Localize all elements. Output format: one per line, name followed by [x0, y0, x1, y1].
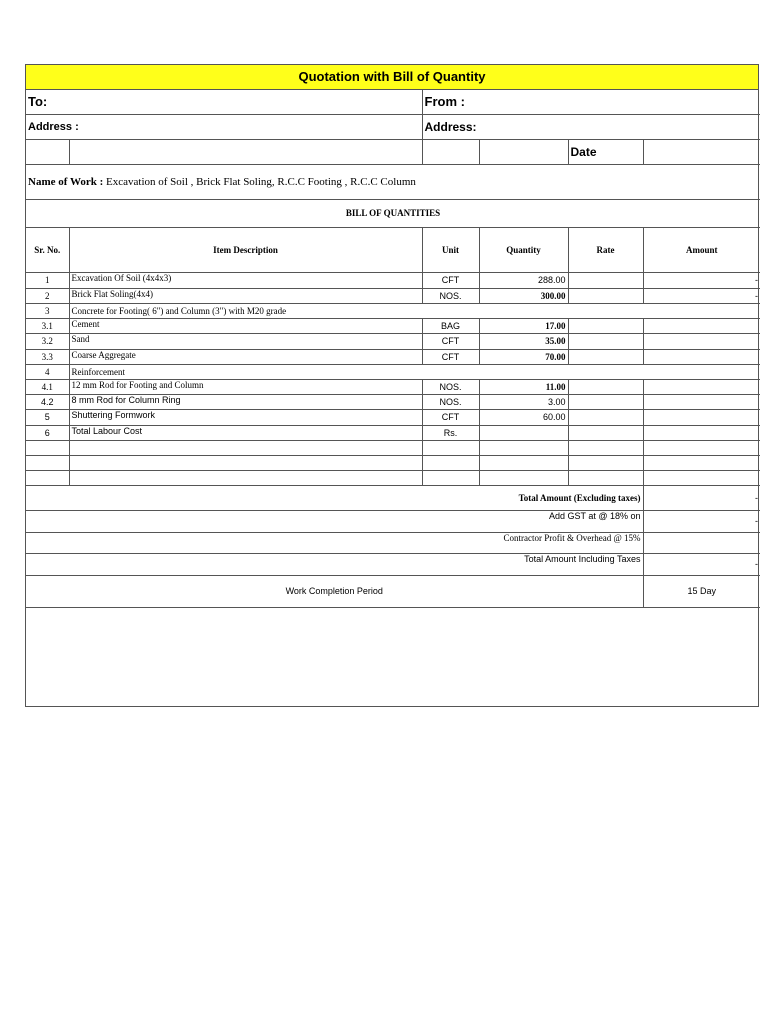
contractor-profit-line-row: [26, 532, 760, 553]
row-rate: [568, 349, 643, 364]
row-quantity: 300.00: [479, 288, 568, 303]
table-row: [26, 379, 760, 394]
from-label: From :: [422, 90, 760, 114]
quotation-table: [26, 90, 760, 608]
table-row: [26, 318, 760, 333]
total-including-taxes-row: [26, 553, 760, 575]
gst-line-label: Add GST at @ 18% on: [26, 510, 643, 532]
table-row: [26, 409, 760, 425]
completion-period-label: Work Completion Period: [26, 575, 643, 607]
empty-cell: [422, 440, 479, 455]
row-rate: [568, 394, 643, 409]
row-sr-no: 1: [26, 272, 69, 288]
row-quantity: 35.00: [479, 333, 568, 349]
empty-cell: [69, 440, 422, 455]
row-unit: BAG: [422, 318, 479, 333]
row-rate: [568, 333, 643, 349]
gst-line-value: -: [643, 510, 760, 532]
row-unit: CFT: [422, 409, 479, 425]
row-amount: [643, 409, 760, 425]
quotation-sheet: [25, 64, 759, 707]
empty-cell: [479, 440, 568, 455]
row-rate: [568, 409, 643, 425]
empty-row: [26, 440, 760, 455]
table-row: [26, 394, 760, 409]
row-amount: [643, 379, 760, 394]
row-quantity: 70.00: [479, 349, 568, 364]
row-sr-no: 5: [26, 409, 69, 425]
empty-cell: [26, 470, 69, 485]
row-rate: [568, 425, 643, 440]
document-title: Quotation with Bill of Quantity: [26, 65, 758, 90]
row-unit: NOS.: [422, 394, 479, 409]
name-of-work-value: Excavation of Soil , Brick Flat Soling, R.C.C Footing , R.C.C Column: [106, 175, 416, 188]
empty-cell: [422, 470, 479, 485]
row-unit: NOS.: [422, 379, 479, 394]
row-quantity: 60.00: [479, 409, 568, 425]
row-description: Reinforcement: [69, 364, 760, 379]
row-description: Shuttering Formwork: [69, 409, 422, 425]
row-sr-no: 3: [26, 303, 69, 318]
empty-row: [26, 455, 760, 470]
contractor-profit-line-label: Contractor Profit & Overhead @ 15%: [26, 532, 643, 553]
total-including-taxes-value: -: [643, 553, 760, 575]
row-sr-no: 3.3: [26, 349, 69, 364]
header-amount: Amount: [643, 227, 760, 272]
row-sr-no: 2: [26, 288, 69, 303]
table-row: [26, 364, 760, 379]
row-rate: [568, 318, 643, 333]
row-amount: -: [643, 288, 760, 303]
address-label-right: Address:: [422, 114, 760, 139]
row-unit: CFT: [422, 333, 479, 349]
date-label: Date: [568, 139, 643, 164]
row-quantity: 17.00: [479, 318, 568, 333]
row-rate: [568, 379, 643, 394]
row-quantity: [479, 425, 568, 440]
completion-row: [26, 575, 760, 607]
row-amount: [643, 349, 760, 364]
row-sr-no: 6: [26, 425, 69, 440]
blank-cell: [422, 139, 479, 164]
row-description: Total Labour Cost: [69, 425, 422, 440]
row-amount: [643, 425, 760, 440]
empty-cell: [479, 470, 568, 485]
empty-cell: [26, 455, 69, 470]
name-of-work-label: Name of Work :: [28, 175, 104, 188]
row-unit: Rs.: [422, 425, 479, 440]
total-excluding-taxes-value: -: [643, 485, 760, 510]
row-sr-no: 4.2: [26, 394, 69, 409]
empty-cell: [568, 455, 643, 470]
row-description: Brick Flat Soling(4x4): [69, 288, 422, 303]
contractor-profit-line-value: [643, 532, 760, 553]
row-amount: [643, 394, 760, 409]
empty-cell: [643, 455, 760, 470]
blank-cell: [479, 139, 568, 164]
row-sr-no: 4: [26, 364, 69, 379]
empty-cell: [568, 470, 643, 485]
name-of-work-row: [26, 164, 760, 199]
row-sr-no: 3.2: [26, 333, 69, 349]
table-row: [26, 349, 760, 364]
to-label: To:: [26, 90, 422, 114]
header-rate: Rate: [568, 227, 643, 272]
gst-line-row: [26, 510, 760, 532]
empty-cell: [568, 440, 643, 455]
row-description: Coarse Aggregate: [69, 349, 422, 364]
address-label-left: Address :: [26, 114, 422, 139]
row-description: 8 mm Rod for Column Ring: [69, 394, 422, 409]
header-sr-no: Sr. No.: [26, 227, 69, 272]
blank-cell: [69, 139, 422, 164]
row-description: Excavation Of Soil (4x4x3): [69, 272, 422, 288]
blank-notes-area: [26, 608, 758, 706]
header-quantity: Quantity: [479, 227, 568, 272]
empty-cell: [643, 470, 760, 485]
row-description: Cement: [69, 318, 422, 333]
row-quantity: 11.00: [479, 379, 568, 394]
empty-row: [26, 470, 760, 485]
blank-cell: [26, 139, 69, 164]
row-quantity: 3.00: [479, 394, 568, 409]
boq-heading: BILL OF QUANTITIES: [26, 199, 760, 227]
row-amount: -: [643, 272, 760, 288]
row-amount: [643, 318, 760, 333]
empty-cell: [643, 440, 760, 455]
row-description: Concrete for Footing( 6") and Column (3") with M20 grade: [69, 303, 760, 318]
row-amount: [643, 333, 760, 349]
header-unit: Unit: [422, 227, 479, 272]
row-quantity: 288.00: [479, 272, 568, 288]
completion-period-value: 15 Day: [643, 575, 760, 607]
total-including-taxes-label: Total Amount Including Taxes: [26, 553, 643, 575]
header-item-description: Item Description: [69, 227, 422, 272]
date-value: [643, 139, 760, 164]
empty-cell: [69, 455, 422, 470]
row-description: Sand: [69, 333, 422, 349]
table-row: [26, 272, 760, 288]
row-sr-no: 3.1: [26, 318, 69, 333]
row-rate: [568, 272, 643, 288]
row-sr-no: 4.1: [26, 379, 69, 394]
table-row: [26, 425, 760, 440]
empty-cell: [422, 455, 479, 470]
table-row: [26, 333, 760, 349]
row-description: 12 mm Rod for Footing and Column: [69, 379, 422, 394]
row-unit: CFT: [422, 272, 479, 288]
row-unit: CFT: [422, 349, 479, 364]
table-row: [26, 288, 760, 303]
row-rate: [568, 288, 643, 303]
total-excluding-taxes-label: Total Amount (Excluding taxes): [26, 485, 643, 510]
row-unit: NOS.: [422, 288, 479, 303]
total-excluding-taxes-row: [26, 485, 760, 510]
empty-cell: [26, 440, 69, 455]
empty-cell: [479, 455, 568, 470]
empty-cell: [69, 470, 422, 485]
table-row: [26, 303, 760, 318]
